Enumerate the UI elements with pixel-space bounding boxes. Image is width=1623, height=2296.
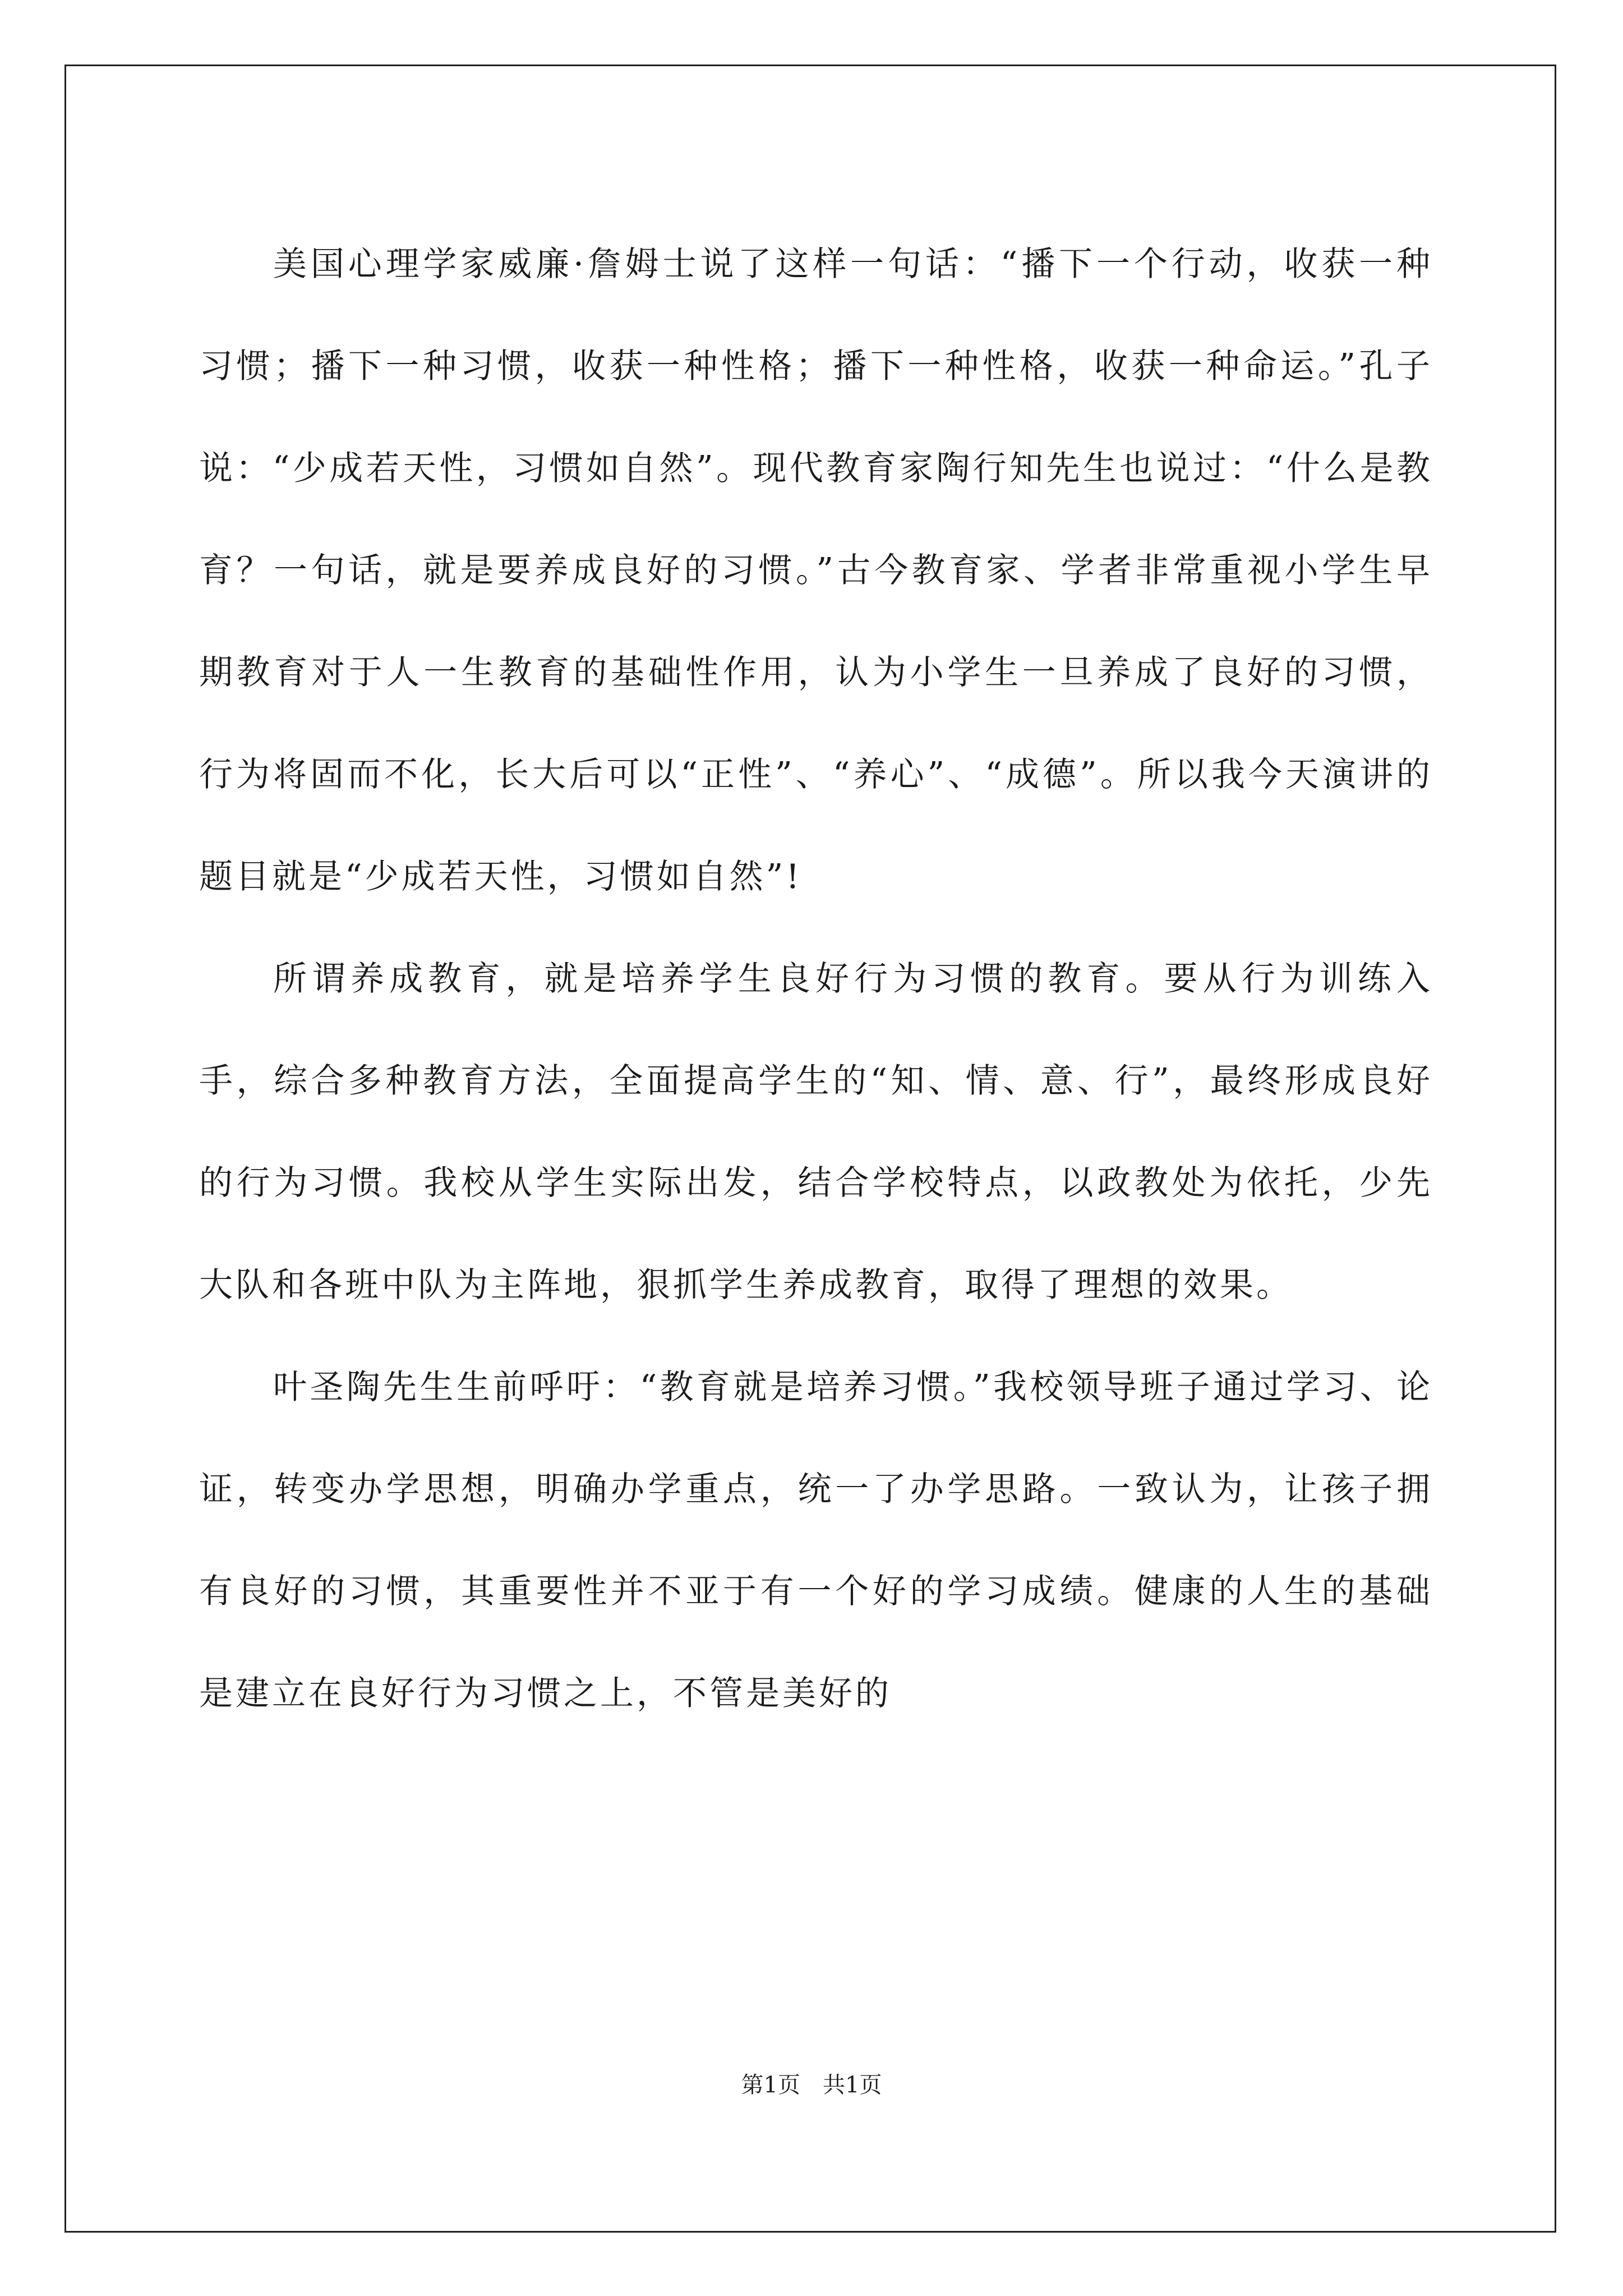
page-footer: 第1页 共1页 (741, 2072, 882, 2098)
paragraph-3: 叶圣陶先生生前呼吁：“教育就是培养习惯。”我校领导班子通过学习、论证，转变办学思想，明确办学重点，统一了办学思路。一致认为，让孩子拥有良好的习惯，其重要性并不亚于有一个好的学习成绩。健康的人生的基础是建立在良好行为习惯之上，不管是美好的 (199, 1368, 1433, 1713)
paragraph-2: 所谓养成教育，就是培养学生良好行为习惯的教育。要从行为训练入手，综合多种教育方法，全面提高学生的“知、情、意、行”，最终形成良好的行为习惯。我校从学生实际出发，结合学校特点，以政教处为依托，少先大队和各班中队为主阵地，狠抓学生养成教育，取得了理想的效果。 (199, 959, 1433, 1305)
paragraph-1: 美国心理学家威廉·詹姆士说了这样一句话：“播下一个行动，收获一种习惯；播下一种习惯，收获一种性格；播下一种性格，收获一种命运。”孔子说：“少成若天性，习惯如自然”。现代教育家陶行知先生也说过：“什么是教育？一句话，就是要养成良好的习惯。”古今教育家、学者非常重视小学生早期教育对于人一生教育的基础性作用，认为小学生一旦养成了良好的习惯，行为将固而不化，长大后可以“正性”、“养心”、“成德”。所以我今天演讲的题目就是“少成若天性，习惯如自然”! (199, 245, 1433, 896)
document-body (199, 213, 1433, 1745)
